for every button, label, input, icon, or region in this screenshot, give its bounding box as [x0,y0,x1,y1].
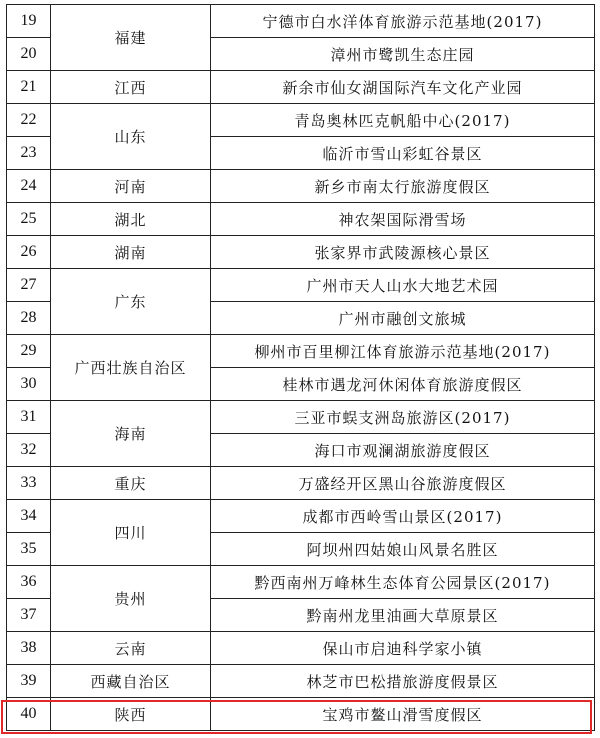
destination-name-cell: 林芝市巴松措旅游度假景区 [211,665,595,698]
province-cell: 四川 [51,500,211,566]
destination-name-cell: 柳州市百里柳江体育旅游示范基地(2017) [211,335,595,368]
province-cell: 广东 [51,269,211,335]
province-cell: 山东 [51,104,211,170]
row-number: 25 [7,203,51,236]
province-cell: 江西 [51,71,211,104]
row-number: 26 [7,236,51,269]
destination-name-cell: 黔西南州万峰林生态体育公园景区(2017) [211,566,595,599]
province-cell: 重庆 [51,467,211,500]
row-number: 20 [7,38,51,71]
destination-name-cell: 桂林市遇龙河休闲体育旅游度假区 [211,368,595,401]
row-number: 27 [7,269,51,302]
table-row [7,665,595,698]
destination-name-cell: 张家界市武陵源核心景区 [211,236,595,269]
table-row [7,104,595,137]
row-number: 34 [7,500,51,533]
row-number: 37 [7,599,51,632]
row-number: 39 [7,665,51,698]
row-number: 32 [7,434,51,467]
destination-name-cell: 临沂市雪山彩虹谷景区 [211,137,595,170]
row-number: 21 [7,71,51,104]
table-row [7,71,595,104]
row-number: 36 [7,566,51,599]
row-number: 22 [7,104,51,137]
destination-name-cell: 三亚市蜈支洲岛旅游区(2017) [211,401,595,434]
row-number: 33 [7,467,51,500]
table-row [7,236,595,269]
destination-name-cell: 新乡市南太行旅游度假区 [211,170,595,203]
row-number: 23 [7,137,51,170]
destination-name-cell: 万盛经开区黑山谷旅游度假区 [211,467,595,500]
province-cell: 湖南 [51,236,211,269]
destination-name-cell: 黔南州龙里油画大草原景区 [211,599,595,632]
row-number: 29 [7,335,51,368]
province-cell: 云南 [51,632,211,665]
province-cell: 湖北 [51,203,211,236]
table-body [7,5,595,731]
destination-name-cell: 神农架国际滑雪场 [211,203,595,236]
table-row [7,500,595,533]
table-row [7,632,595,665]
destinations-table [6,4,595,731]
row-number: 38 [7,632,51,665]
table-row [7,698,595,731]
destination-name-cell: 青岛奥林匹克帆船中心(2017) [211,104,595,137]
table-row [7,401,595,434]
row-number: 19 [7,5,51,38]
province-cell: 福建 [51,5,211,71]
row-number: 40 [7,698,51,731]
destination-name-cell: 宝鸡市鳌山滑雪度假区 [211,698,595,731]
table-row [7,566,595,599]
row-number: 35 [7,533,51,566]
table-row [7,467,595,500]
table-row [7,269,595,302]
destination-name-cell: 阿坝州四姑娘山风景名胜区 [211,533,595,566]
destinations-table-page [6,4,594,731]
table-row [7,203,595,236]
destination-name-cell: 新余市仙女湖国际汽车文化产业园 [211,71,595,104]
row-number: 28 [7,302,51,335]
table-row [7,170,595,203]
destination-name-cell: 漳州市鹭凯生态庄园 [211,38,595,71]
destination-name-cell: 保山市启迪科学家小镇 [211,632,595,665]
row-number: 30 [7,368,51,401]
row-number: 24 [7,170,51,203]
destination-name-cell: 广州市天人山水大地艺术园 [211,269,595,302]
table-row [7,5,595,38]
province-cell: 广西壮族自治区 [51,335,211,401]
province-cell: 海南 [51,401,211,467]
table-row [7,335,595,368]
province-cell: 河南 [51,170,211,203]
province-cell: 西藏自治区 [51,665,211,698]
destination-name-cell: 广州市融创文旅城 [211,302,595,335]
destination-name-cell: 宁德市白水洋体育旅游示范基地(2017) [211,5,595,38]
destination-name-cell: 海口市观澜湖旅游度假区 [211,434,595,467]
row-number: 31 [7,401,51,434]
province-cell: 陕西 [51,698,211,731]
province-cell: 贵州 [51,566,211,632]
destination-name-cell: 成都市西岭雪山景区(2017) [211,500,595,533]
